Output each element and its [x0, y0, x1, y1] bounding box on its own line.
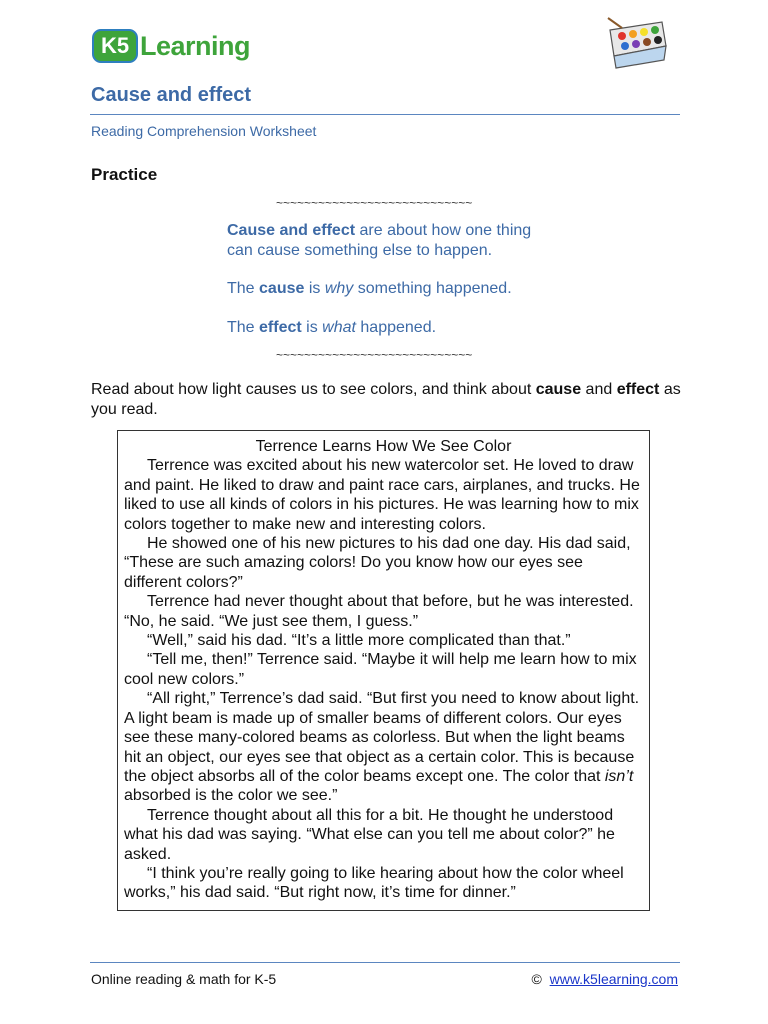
story-paragraph: Terrence thought about all this for a bit. He thought he understood what his dad was saying. “What else can you tell me about color?” he asked. — [124, 806, 615, 863]
logo-word: Learning — [140, 30, 251, 61]
logo-mark: K5 — [92, 29, 138, 63]
cause-why: why — [324, 280, 354, 297]
story-paragraph: He showed one of his new pictures to his dad one day. His dad said, “These are such amazing colors! Do you know how our eyes see different colors?” — [124, 535, 631, 591]
footer-link-area — [532, 971, 679, 987]
story-box — [117, 430, 650, 911]
story-paragraph — [124, 689, 643, 805]
footer-divider — [90, 962, 680, 963]
effect-term: effect — [259, 319, 302, 336]
effect-pre: The — [227, 319, 260, 336]
footer-tagline: Online reading & math for K-5 — [91, 971, 277, 987]
effect-post: happened. — [355, 319, 437, 336]
story-italic: isn’t — [604, 767, 634, 785]
tilde-divider-bottom: ~~~~~~~~~~~~~~~~~~~~~~~~~~~~ — [276, 348, 473, 362]
cause-term: cause — [259, 280, 305, 297]
watercolor-paint-set-icon — [604, 14, 668, 70]
definition-effect — [227, 318, 557, 338]
copyright-symbol: © — [531, 971, 542, 987]
section-heading: Practice — [91, 165, 158, 184]
story-paragraph: “Tell me, then!” Terrence said. “Maybe it will help me learn how to mix cool new colors.” — [124, 651, 637, 688]
k5-learning-logo — [92, 26, 250, 66]
story-text: “All right,” Terrence’s dad said. “But first you need to know about light. A light beam is made up of smaller beams of different colors. Our eyes see these many-colored beams as colorless. But when the light beams hit an object, our eyes see that object as a certain color. This is because the object absorbs all of the color beams except one. The color that — [124, 690, 640, 785]
effect-mid: is — [301, 319, 323, 336]
website-link[interactable]: www.k5learning.com — [549, 971, 678, 987]
intro-and: and — [581, 381, 617, 398]
story-paragraph: Terrence had never thought about that before, but he was interested. “No, he said. “We just see them, I guess.” — [124, 593, 634, 630]
story-text: absorbed is the color we see.” — [124, 787, 338, 805]
cause-pre: The — [227, 280, 260, 297]
cause-mid: is — [304, 280, 325, 297]
intro-effect: effect — [616, 381, 660, 398]
intro-text: Read about how light causes us to see colors, and think about — [91, 381, 536, 398]
intro-post: as you read. — [91, 381, 681, 418]
intro-cause: cause — [535, 381, 582, 398]
cause-post: something happened. — [353, 280, 512, 297]
tilde-divider-top: ~~~~~~~~~~~~~~~~~~~~~~~~~~~~ — [276, 196, 473, 210]
header-divider — [90, 114, 680, 115]
page-title: Cause and effect — [91, 84, 252, 106]
page-subtitle: Reading Comprehension Worksheet — [91, 123, 317, 139]
instructions — [91, 380, 691, 420]
definition-text-line2: can cause something else to happen. — [227, 242, 493, 259]
definition-term: Cause and effect — [227, 222, 356, 239]
effect-what: what — [322, 319, 356, 336]
story-paragraph: Terrence was excited about his new watercolor set. He loved to draw and paint. He liked to draw and paint race cars, airplanes, and trucks. He liked to use all kinds of colors in his pictures. He was learning how to mix colors together to make new and interesting colors. — [124, 457, 640, 533]
story-title: Terrence Learns How We See Color — [255, 438, 512, 455]
definition-cause — [227, 279, 557, 299]
story-paragraph: “Well,” said his dad. “It’s a little more complicated than that.” — [147, 632, 571, 650]
story-paragraph: “I think you’re really going to like hearing about how the color wheel works,” his dad said. “But right now, it’s time for dinner.” — [124, 864, 624, 902]
definition-cause-and-effect — [227, 221, 557, 261]
definition-text: are about how one thing — [355, 222, 532, 239]
